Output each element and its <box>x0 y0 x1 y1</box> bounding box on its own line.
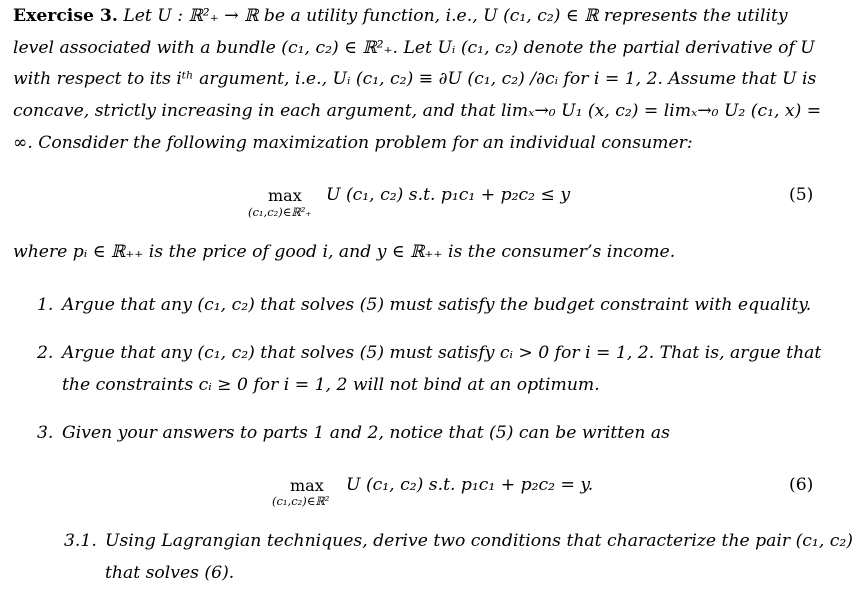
eq5-body: U (c₁, c₂) s.t. p₁c₁ + p₂c₂ ≤ y <box>326 185 571 205</box>
exercise-line-1 <box>13 6 788 26</box>
eq6-body: U (c₁, c₂) s.t. p₁c₁ + p₂c₂ = y. <box>346 475 594 495</box>
exercise-text-1: Let U : ℝ²₊ → ℝ be a utility function, i.e., U (c₁, c₂) ∈ ℝ represents the utility <box>123 6 788 26</box>
exercise-title: Exercise 3. <box>13 6 118 26</box>
exercise-line-2: level associated with a bundle (c₁, c₂) ∈ ℝ²₊. Let Uᵢ (c₁, c₂) denote the partial derivative of U <box>13 38 815 58</box>
item-2-line-1: Argue that any (c₁, c₂) that solves (5) must satisfy cᵢ > 0 for i = 1, 2. That is, argue that <box>62 343 822 363</box>
subitem-label: 3.1. <box>64 531 97 551</box>
eq6-subscript: (c₁,c₂)∈ℝ² <box>272 494 330 508</box>
item-1-label: 1. <box>37 295 54 315</box>
where-line: where pᵢ ∈ ℝ₊₊ is the price of good i, and y ∈ ℝ₊₊ is the consumer’s income. <box>13 242 676 262</box>
exercise-line-3: with respect to its iᵗʰ argument, i.e., Uᵢ (c₁, c₂) ≡ ∂U (c₁, c₂) /∂cᵢ for i = 1, 2. Assume that U is <box>13 69 817 89</box>
eq5-subscript: (c₁,c₂)∈ℝ²₊ <box>248 205 312 219</box>
item-2-label: 2. <box>37 343 54 363</box>
item-2-line-2: the constraints cᵢ ≥ 0 for i = 1, 2 will not bind at an optimum. <box>62 375 600 395</box>
subitem-line-1: Using Lagrangian techniques, derive two conditions that characterize the pair (c₁, c₂) <box>105 531 853 551</box>
eq6-number: (6) <box>789 475 814 495</box>
eq5-number: (5) <box>789 185 814 205</box>
item-3-label: 3. <box>37 423 54 443</box>
item-1-line-1: Argue that any (c₁, c₂) that solves (5) must satisfy the budget constraint with equality. <box>62 295 812 315</box>
exercise-line-4: concave, strictly increasing in each argument, and that limₓ→₀ U₁ (x, c₂) = limₓ→₀ U₂ (c₁, x) = <box>13 101 822 121</box>
eq5-max: max <box>268 186 302 205</box>
item-3-line-1: Given your answers to parts 1 and 2, notice that (5) can be written as <box>62 423 670 443</box>
eq6-max: max <box>290 476 324 495</box>
subitem-line-2: that solves (6). <box>105 563 235 583</box>
exercise-line-5: ∞. Consdider the following maximization problem for an individual consumer: <box>13 133 693 153</box>
